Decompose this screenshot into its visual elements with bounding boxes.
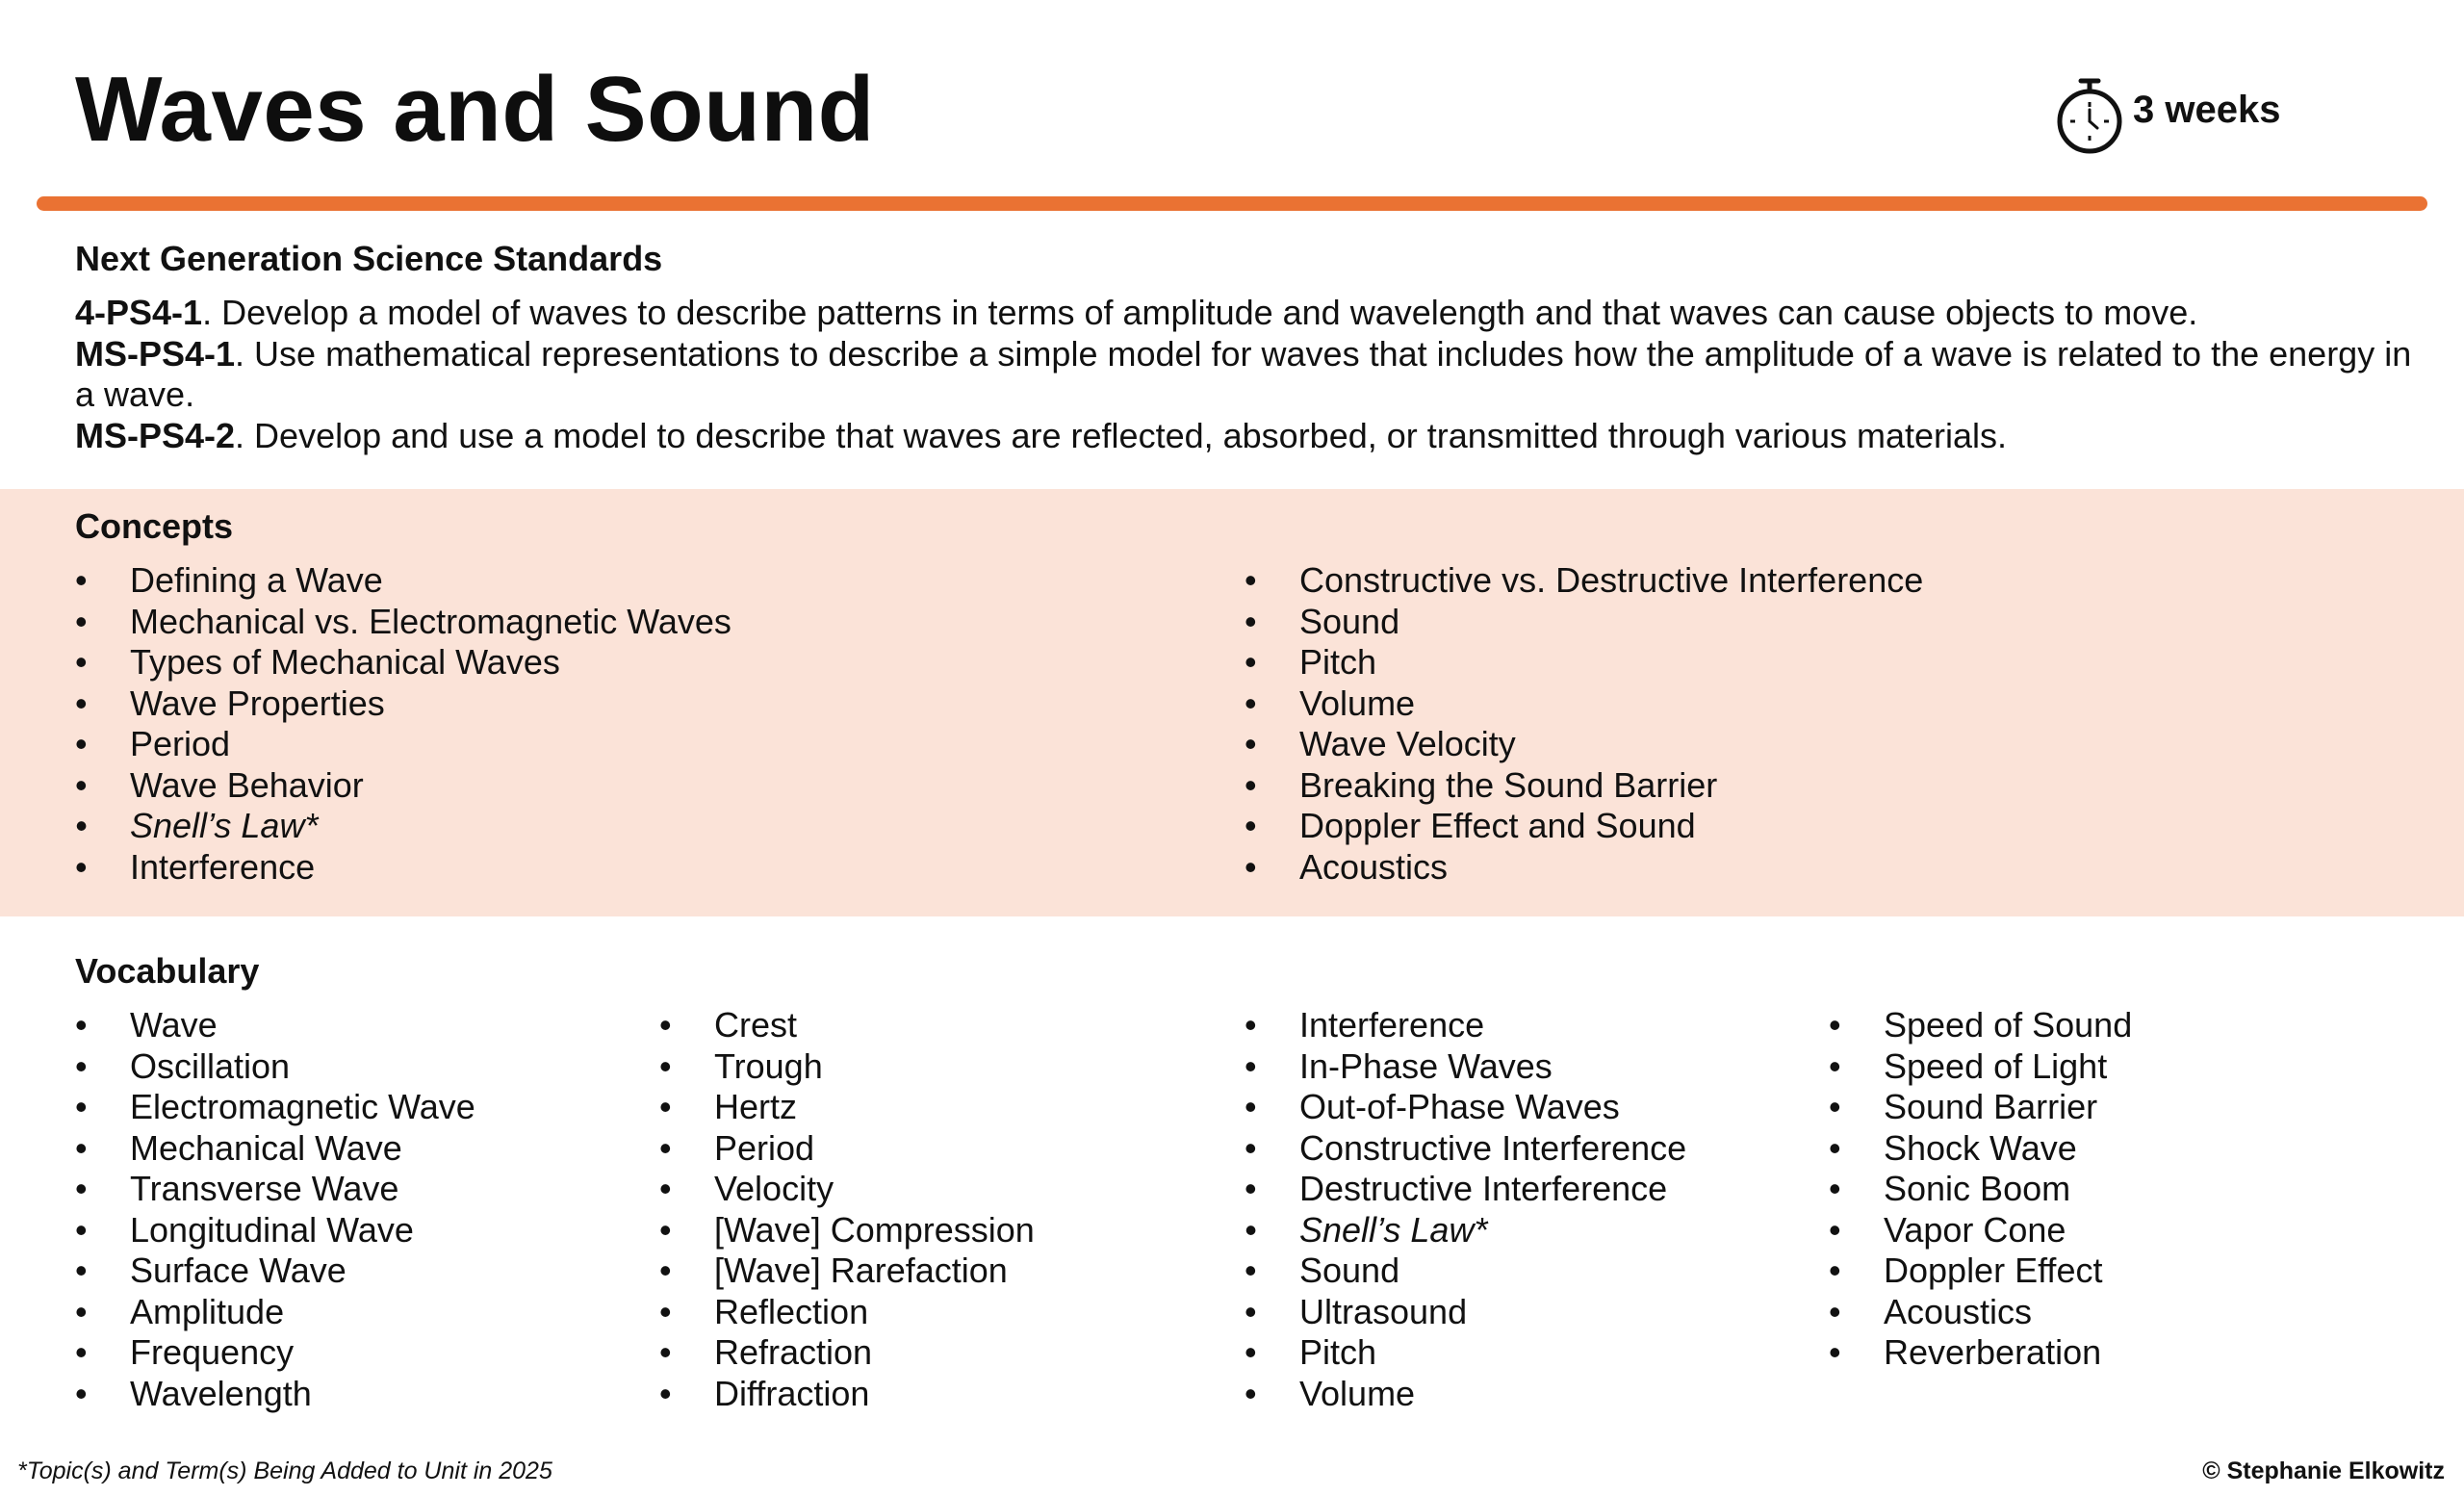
- list-item: • Acoustics: [1245, 847, 1923, 889]
- concepts-heading: Concepts: [75, 506, 234, 546]
- list-item: • Ultrasound: [1245, 1292, 1686, 1333]
- list-item: • In-Phase Waves: [1245, 1046, 1686, 1088]
- list-item: • Trough: [659, 1046, 1035, 1088]
- list-item: • Speed of Light: [1829, 1046, 2132, 1088]
- ngss-section: [75, 239, 2424, 456]
- vocabulary-heading: Vocabulary: [75, 951, 260, 991]
- list-item: • Wave Velocity: [1245, 724, 1923, 765]
- list-item: • Wavelength: [75, 1374, 475, 1415]
- list-item: • Longitudinal Wave: [75, 1210, 475, 1251]
- standard-text: . Develop a model of waves to describe patterns in terms of amplitude and wavelength and that waves can cause objects to move.: [202, 293, 2198, 332]
- list-item: • Frequency: [75, 1332, 475, 1374]
- standard-item: [75, 293, 2424, 334]
- page-title: Waves and Sound: [75, 58, 875, 161]
- list-item: • Sound: [1245, 1251, 1686, 1292]
- list-item: • Oscillation: [75, 1046, 475, 1088]
- list-item: • Pitch: [1245, 642, 1923, 684]
- duration-badge: [2054, 75, 2280, 156]
- concepts-list-2: [1245, 560, 1923, 888]
- list-item: • Constructive Interference: [1245, 1128, 1686, 1170]
- list-item: • Destructive Interference: [1245, 1169, 1686, 1210]
- list-item: • Doppler Effect: [1829, 1251, 2132, 1292]
- list-item: • Acoustics: [1829, 1292, 2132, 1333]
- copyright: © Stephanie Elkowitz: [2202, 1457, 2445, 1484]
- header-divider: [37, 196, 2427, 211]
- list-item: • Interference: [75, 847, 732, 889]
- footnote: *Topic(s) and Term(s) Being Added to Unit in 2025: [17, 1457, 552, 1484]
- list-item: • Volume: [1245, 684, 1923, 725]
- list-item: • Electromagnetic Wave: [75, 1087, 475, 1128]
- standard-item: [75, 416, 2424, 457]
- list-item: • Volume: [1245, 1374, 1686, 1415]
- list-item: • Defining a Wave: [75, 560, 732, 602]
- vocabulary-list-1: [75, 1005, 475, 1414]
- list-item: • Speed of Sound: [1829, 1005, 2132, 1046]
- list-item: • Snell’s Law*: [75, 806, 732, 847]
- list-item: • Doppler Effect and Sound: [1245, 806, 1923, 847]
- list-item: • Surface Wave: [75, 1251, 475, 1292]
- list-item: • Mechanical vs. Electromagnetic Waves: [75, 602, 732, 643]
- list-item: • Shock Wave: [1829, 1128, 2132, 1170]
- list-item: • Snell’s Law*: [1245, 1210, 1686, 1251]
- list-item: • Sound Barrier: [1829, 1087, 2132, 1128]
- standard-item: [75, 334, 2424, 416]
- list-item: • Reflection: [659, 1292, 1035, 1333]
- list-item: • Crest: [659, 1005, 1035, 1046]
- list-item: • Transverse Wave: [75, 1169, 475, 1210]
- list-item: • Types of Mechanical Waves: [75, 642, 732, 684]
- list-item: • Wave Behavior: [75, 765, 732, 807]
- list-item: • Sound: [1245, 602, 1923, 643]
- list-item: • Velocity: [659, 1169, 1035, 1210]
- ngss-heading: Next Generation Science Standards: [75, 239, 663, 278]
- list-item: • Vapor Cone: [1829, 1210, 2132, 1251]
- list-item: • Diffraction: [659, 1374, 1035, 1415]
- list-item: • Sonic Boom: [1829, 1169, 2132, 1210]
- list-item: • Period: [659, 1128, 1035, 1170]
- standard-text: . Use mathematical representations to describe a simple model for waves that includes how the amplitude of a wave is related to the energy in a wave.: [75, 333, 2412, 414]
- standard-code: 4-PS4-1: [75, 293, 203, 332]
- vocabulary-list-2: [659, 1005, 1035, 1414]
- list-item: • Mechanical Wave: [75, 1128, 475, 1170]
- list-item: • Constructive vs. Destructive Interference: [1245, 560, 1923, 602]
- list-item: • Pitch: [1245, 1332, 1686, 1374]
- standard-code: MS-PS4-2: [75, 415, 236, 455]
- list-item: • Amplitude: [75, 1292, 475, 1333]
- list-item: • Wave: [75, 1005, 475, 1046]
- list-item: • Reverberation: [1829, 1332, 2132, 1374]
- list-item: • Refraction: [659, 1332, 1035, 1374]
- standard-code: MS-PS4-1: [75, 333, 236, 374]
- duration-label: 3 weeks: [2133, 88, 2281, 131]
- list-item: • Wave Properties: [75, 684, 732, 725]
- concepts-list-1: [75, 560, 732, 888]
- list-item: • [Wave] Compression: [659, 1210, 1035, 1251]
- vocabulary-list-4: [1829, 1005, 2132, 1374]
- stopwatch-icon: [2054, 75, 2125, 156]
- vocabulary-list-3: [1245, 1005, 1686, 1414]
- standard-text: . Develop and use a model to describe that waves are reflected, absorbed, or transmitted through various materials.: [235, 415, 2008, 455]
- list-item: • Out-of-Phase Waves: [1245, 1087, 1686, 1128]
- list-item: • Breaking the Sound Barrier: [1245, 765, 1923, 807]
- list-item: • Period: [75, 724, 732, 765]
- list-item: • Interference: [1245, 1005, 1686, 1046]
- list-item: • [Wave] Rarefaction: [659, 1251, 1035, 1292]
- list-item: • Hertz: [659, 1087, 1035, 1128]
